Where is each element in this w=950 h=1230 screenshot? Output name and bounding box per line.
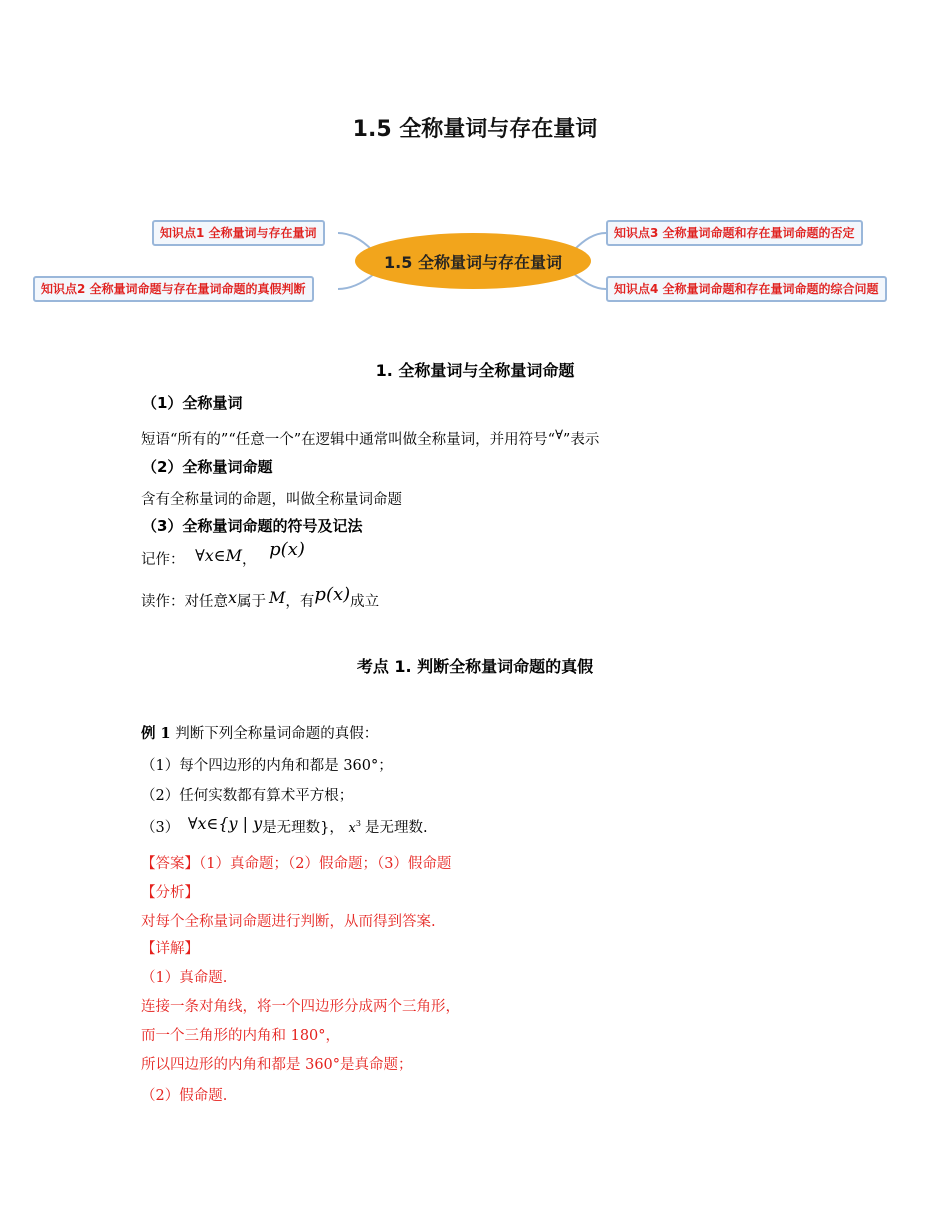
example-item-1: （1）每个四边形的内角和都是 360°； <box>141 758 393 774</box>
reading-end: 成立 <box>350 594 380 610</box>
definition-1-text-a: 短语“所有的”“任意一个”在逻辑中通常叫做全称量词，并用符号“ <box>141 432 556 448</box>
notation-predicate: p(x) <box>269 539 305 560</box>
subheading-3: （3）全称量词命题的符号及记法 <box>142 517 363 535</box>
example-item-3-end: 是无理数. <box>364 820 428 836</box>
reading-line <box>141 584 380 611</box>
definition-1 <box>141 428 599 449</box>
example-line <box>141 722 378 743</box>
detail-tag: 【详解】 <box>141 941 199 957</box>
definition-1-text-b: ”表示 <box>562 432 600 448</box>
mind-map-center: 1.5 全称量词与存在量词 <box>355 233 591 289</box>
example-label: 例 1 <box>141 725 171 742</box>
notation-expression: ∀x∈M <box>195 546 243 565</box>
answer-line: 【答案】（1）真命题；（2）假命题；（3）假命题 <box>141 856 452 872</box>
analysis-tag: 【分析】 <box>141 885 199 901</box>
section-heading: 1. 全称量词与全称量词命题 <box>375 361 575 380</box>
definition-2: 含有全称量词的命题，叫做全称量词命题 <box>141 492 402 508</box>
notation-separator: ， <box>242 552 257 568</box>
detail-line-4: 所以四边形的内角和都是 360°是真命题； <box>141 1057 413 1073</box>
reading-variable: x <box>228 588 238 607</box>
example-text: 判断下列全称量词命题的真假： <box>175 726 379 742</box>
mind-map-node-4: 知识点4 全称量词命题和存在量词命题的综合问题 <box>606 276 887 302</box>
analysis-text: 对每个全称量词命题进行判断，从而得到答案. <box>141 914 436 930</box>
example-item-3 <box>141 816 428 837</box>
subheading-1: （1）全称量词 <box>142 394 243 412</box>
detail-line-3: 而一个三角形的内角和 180°， <box>141 1028 341 1044</box>
forall-symbol: ∀ <box>555 428 563 443</box>
mind-map-node-3: 知识点3 全称量词命题和存在量词命题的否定 <box>606 220 863 246</box>
detail-line-1: （1）真命题. <box>141 970 228 986</box>
example-item-2: （2）任何实数都有算术平方根； <box>141 788 354 804</box>
page-title: 1.5 全称量词与存在量词 <box>352 117 598 142</box>
notation-line <box>141 539 305 569</box>
subheading-2: （2）全称量词命题 <box>142 458 273 476</box>
example-item-3-number: （3） <box>141 820 180 836</box>
example-item-3-var: x <box>348 821 356 836</box>
reading-label: 读作：对任意 <box>141 594 228 610</box>
example-item-3-exponent: 3 <box>355 819 361 829</box>
detail-line-5: （2）假命题. <box>141 1088 228 1104</box>
reading-separator: ，有 <box>285 594 315 610</box>
detail-line-2: 连接一条对角线，将一个四边形分成两个三角形， <box>141 999 460 1015</box>
kaodian-heading: 考点 1. 判断全称量词命题的真假 <box>356 657 594 676</box>
example-item-3-set: ∀x∈{y | y <box>187 814 263 833</box>
reading-mid: 属于 <box>237 594 267 610</box>
reading-predicate: p(x) <box>314 584 351 605</box>
reading-set: M <box>269 588 286 607</box>
mind-map <box>0 200 950 320</box>
mind-map-node-1: 知识点1 全称量词与存在量词 <box>152 220 325 246</box>
mind-map-node-2: 知识点2 全称量词命题与存在量词命题的真假判断 <box>33 276 314 302</box>
notation-label: 记作： <box>141 552 185 568</box>
example-item-3-mid: 是无理数}， <box>262 820 344 836</box>
